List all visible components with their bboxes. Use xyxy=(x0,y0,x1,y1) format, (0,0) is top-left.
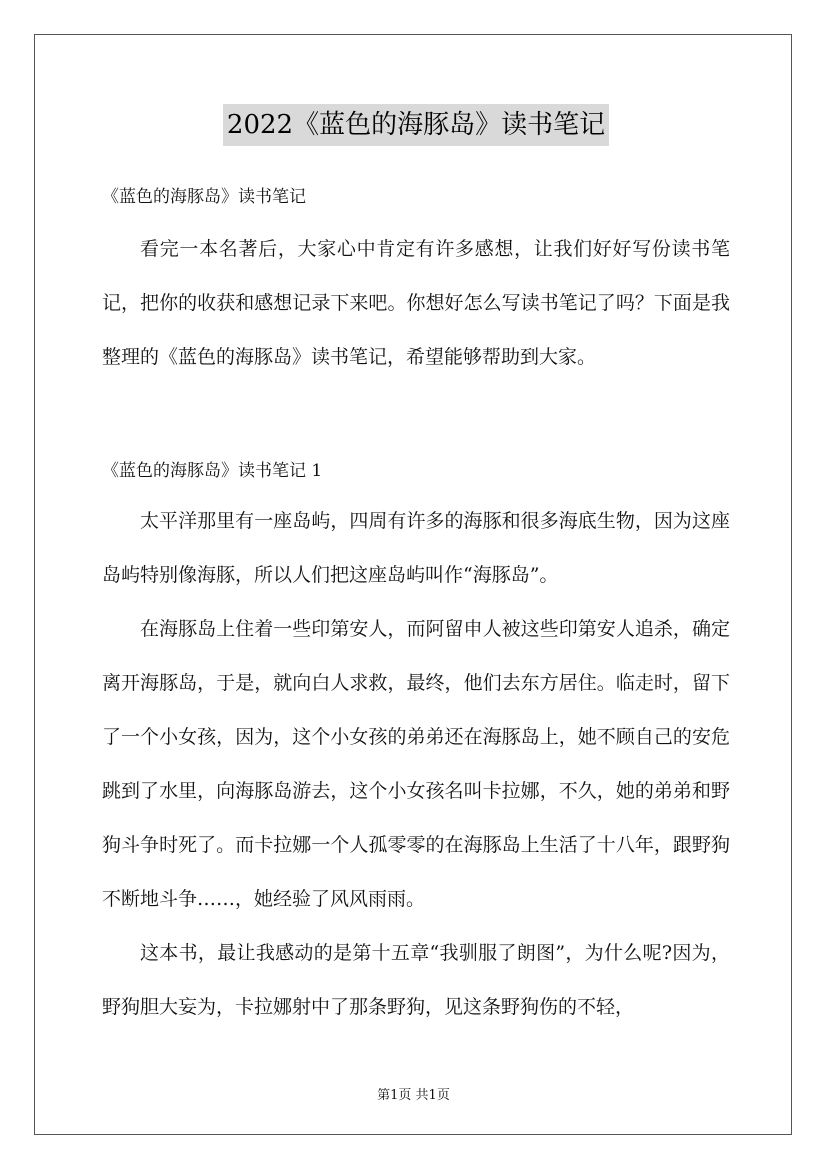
page-footer: 第1页 共1页 xyxy=(377,1088,450,1103)
document-title: 2022《蓝色的海豚岛》读书笔记 xyxy=(223,104,609,146)
heading-2: 《蓝色的海豚岛》读书笔记 1 xyxy=(102,461,323,481)
intro-paragraph: 看完一本名著后，大家心中肯定有许多感想，让我们好好写份读书笔记，把你的收获和感想记录下来吧。你想好怎么写读书笔记了吗？下面是我整理的《蓝色的海豚岛》读书笔记，希望能够帮助到大家。 xyxy=(102,238,730,368)
paragraph-1: 太平洋那里有一座岛屿，四周有许多的海豚和很多海底生物，因为这座岛屿特别像海豚，所以人们把这座岛屿叫作“海豚岛”。 xyxy=(102,510,730,586)
paragraph-3: 这本书，最让我感动的是第十五章“我驯服了朗图”，为什么呢?因为，野狗胆大妄为，卡拉娜射中了那条野狗，见这条野狗伤的不轻， xyxy=(102,942,730,1018)
paragraph-2: 在海豚岛上住着一些印第安人，而阿留申人被这些印第安人追杀，确定离开海豚岛，于是，就向白人求救，最终，他们去东方居住。临走时，留下了一个小女孩，因为，这个小女孩的弟弟还在海豚岛上，她不顾自己的安危跳到了水里，向海豚岛游去，这个小女孩名叫卡拉娜，不久，她的弟弟和野狗斗争时死了。而卡拉娜一个人孤零零的在海豚岛上生活了十八年，跟野狗不断地斗争……，她经验了风风雨雨。 xyxy=(102,618,730,910)
heading-1: 《蓝色的海豚岛》读书笔记 xyxy=(102,187,306,207)
title-wrap xyxy=(102,104,730,146)
